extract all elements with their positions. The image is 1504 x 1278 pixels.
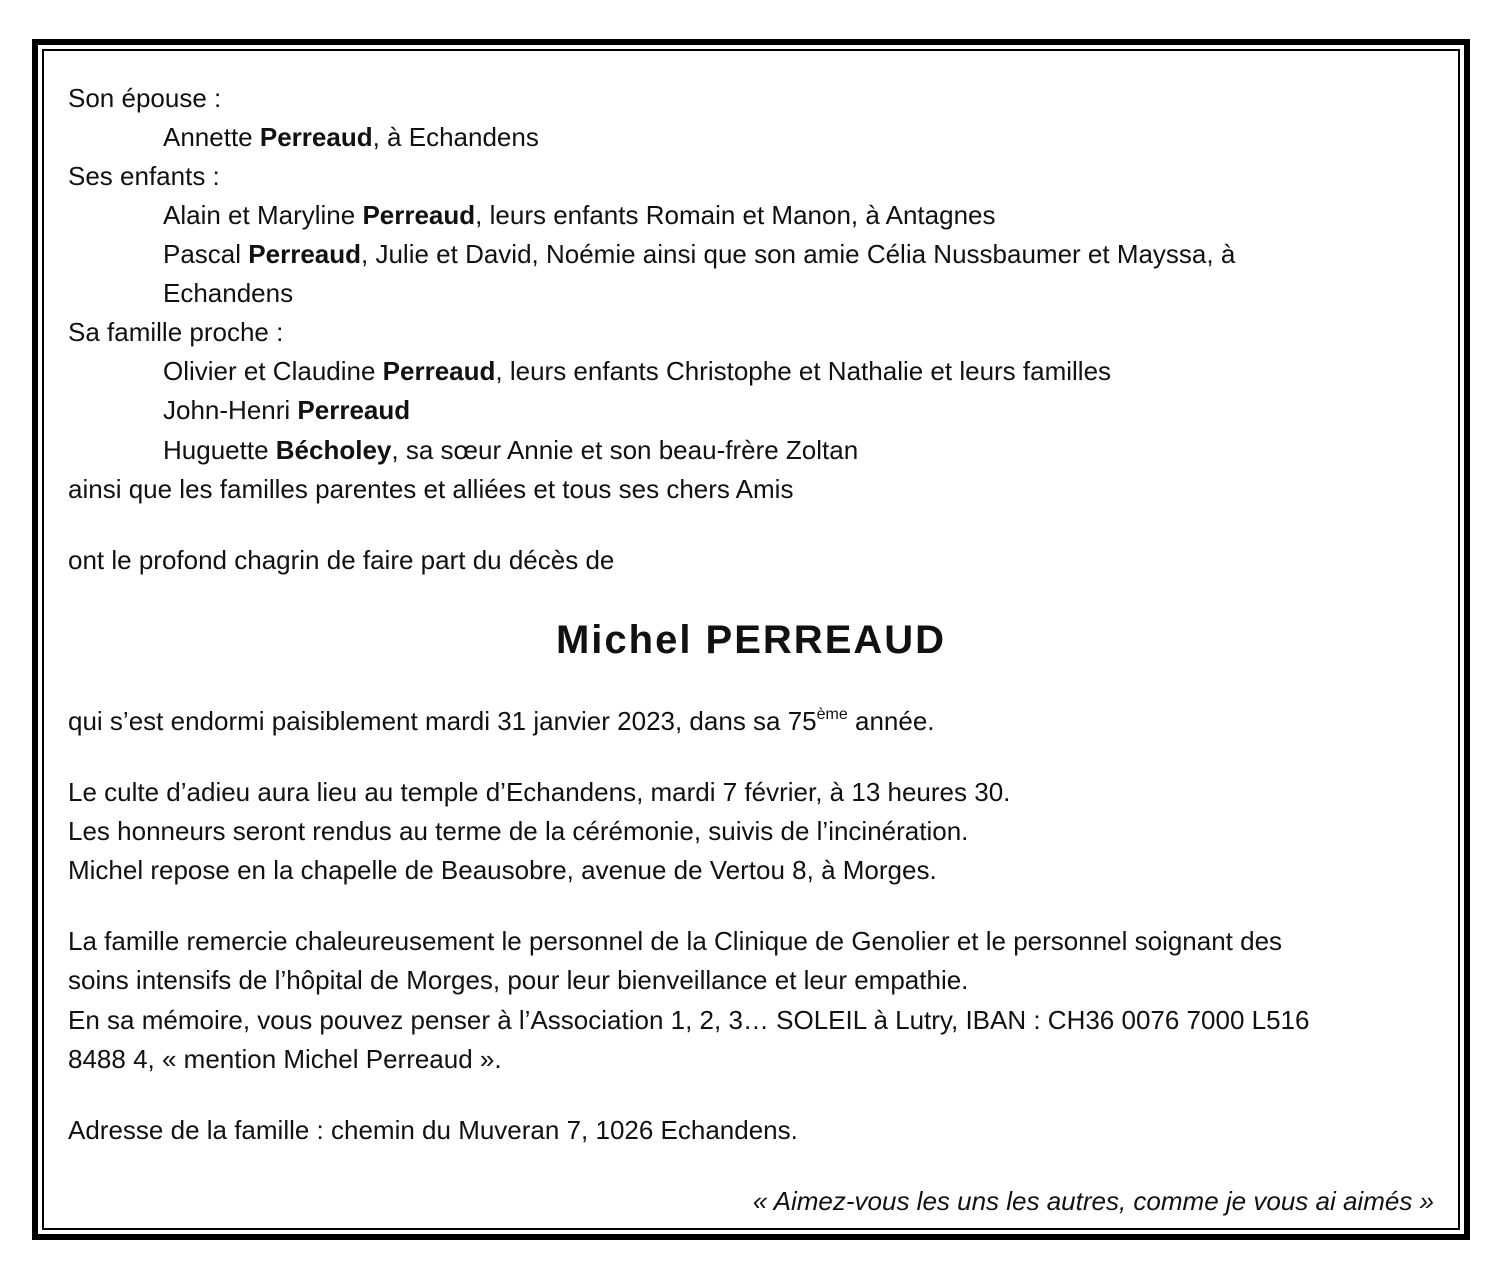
deceased-name: Michel PERREAUD: [555, 618, 947, 662]
ordinal-suffix: ème: [816, 706, 848, 723]
family2-line: [163, 394, 410, 426]
family2-first-name: John-Henri: [163, 395, 291, 425]
child1-line: [163, 199, 996, 231]
child1-last-name: Perreaud: [362, 200, 476, 230]
spouse-heading: Son épouse :: [68, 83, 222, 113]
thanks-line: La famille remercie chaleureusement le personnel de la Clinique de Genolier et le personnel soignant des: [68, 926, 1283, 956]
family3-line: [163, 434, 858, 466]
death-text-end: année.: [847, 706, 935, 736]
closing-quote: « Aimez-vous les uns les autres, comme je vous ai aimés »: [752, 1186, 1434, 1216]
child2-detail: , Julie et David, Noémie ainsi que son amie Célia Nussbaumer et Mayssa, à: [361, 239, 1236, 269]
spouse-detail: , à Echandens: [372, 122, 539, 152]
announcement: ont le profond chagrin de faire part du décès de: [68, 545, 615, 575]
thanks-line: soins intensifs de l’hôpital de Morges, pour leur bienveillance et leur empathie.: [68, 965, 969, 995]
ceremony-line: Les honneurs seront rendus au terme de la cérémonie, suivis de l’incinération.: [68, 816, 969, 846]
family3-first-name: Huguette: [163, 435, 269, 465]
child1-detail: , leurs enfants Romain et Manon, à Antagnes: [475, 200, 996, 230]
child1-first-name: Alain et Maryline: [163, 200, 356, 230]
thanks-line: En sa mémoire, vous pouvez penser à l’Association 1, 2, 3… SOLEIL à Lutry, IBAN : CH36 0076 7000 L516: [68, 1005, 1310, 1035]
family2-last-name: Perreaud: [297, 395, 411, 425]
family-heading: Sa famille proche :: [68, 317, 284, 347]
spouse-last-name: Perreaud: [259, 122, 373, 152]
death-line: [68, 705, 935, 737]
ceremony-line: Michel repose en la chapelle de Beausobre, avenue de Vertou 8, à Morges.: [68, 855, 937, 885]
family1-last-name: Perreaud: [382, 356, 496, 386]
ceremony-line: Le culte d’adieu aura lieu au temple d’Echandens, mardi 7 février, à 13 heures 30.: [68, 777, 1011, 807]
child2-continuation: Echandens: [163, 278, 294, 308]
spouse-line: [163, 121, 539, 153]
death-text: qui s’est endormi paisiblement mardi 31 janvier 2023, dans sa 75: [68, 706, 817, 736]
children-heading: Ses enfants :: [68, 161, 220, 191]
family-address: Adresse de la famille : chemin du Muveran 7, 1026 Echandens.: [68, 1115, 798, 1145]
family1-first-name: Olivier et Claudine: [163, 356, 376, 386]
family1-line: [163, 355, 1111, 387]
thanks-line: 8488 4, « mention Michel Perreaud ».: [68, 1044, 502, 1074]
child2-first-name: Pascal: [163, 239, 242, 269]
child2-line: [163, 238, 1235, 270]
others-line: ainsi que les familles parentes et alliées et tous ses chers Amis: [68, 474, 794, 504]
family3-detail: , sa sœur Annie et son beau-frère Zoltan: [391, 435, 859, 465]
family1-detail: , leurs enfants Christophe et Nathalie et leurs familles: [495, 356, 1112, 386]
child2-last-name: Perreaud: [248, 239, 362, 269]
family3-last-name: Bécholey: [275, 435, 392, 465]
spouse-first-name: Annette: [163, 122, 253, 152]
